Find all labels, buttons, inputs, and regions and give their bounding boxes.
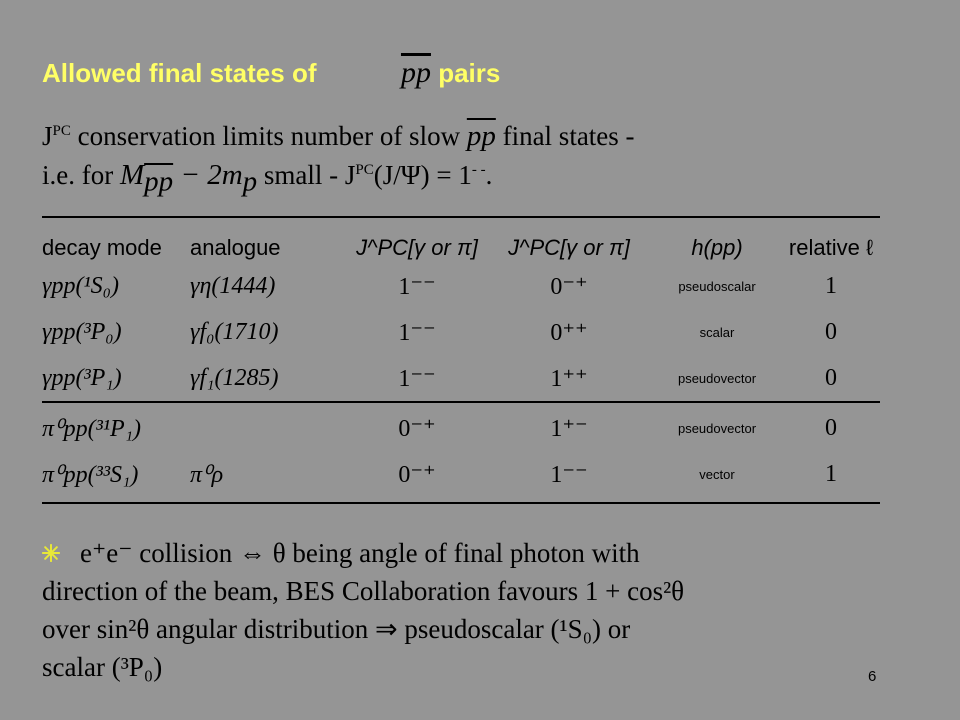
table-mid-rule — [42, 401, 880, 403]
header-analogue: analogue — [190, 235, 281, 260]
analogue-cell: π⁰ρ — [190, 461, 224, 488]
table-row — [42, 355, 880, 401]
title-math: $\overline{pp}$ — [400, 56, 431, 89]
intro-line-1: $J^{PC}$ conservation limits number of slow $\overline{pp}$ final states - — [42, 120, 635, 152]
header-decay-mode: decay mode — [42, 235, 162, 260]
jpc2-cell: 0⁻⁺ — [550, 273, 588, 300]
page-number: 6 — [868, 668, 877, 685]
jpc2-cell: 1⁺⁻ — [550, 415, 588, 442]
bullet-line-4: scalar (³P₀) — [42, 652, 163, 682]
h-cell: vector — [699, 466, 735, 482]
decay-mode-cell: π⁰pp(³¹P₁) — [42, 415, 142, 442]
header-h: h(pp) — [691, 235, 743, 260]
table-top-rule — [42, 216, 880, 218]
decay-mode-cell: γpp(³P₁) — [42, 364, 122, 391]
analogue-cell: γf₀(1710) — [190, 318, 279, 345]
table-row — [42, 263, 880, 309]
jpc2-cell: 1⁺⁺ — [550, 365, 588, 392]
decay-mode-cell: π⁰pp(³³S₁) — [42, 461, 139, 488]
table-bottom-rule — [42, 502, 880, 504]
header-jpc-1: J^PC[γ or π] — [356, 235, 478, 260]
bullet-line-1: e⁺e⁻ collision ⇔ θ being angle of final photon with — [80, 538, 640, 568]
relative-cell: 1 — [825, 460, 837, 487]
jpc1-cell: 0⁻⁺ — [398, 415, 436, 442]
h-cell: pseudoscalar — [678, 278, 756, 294]
bullet-line-3: over sin²θ angular distribution ⇒ pseudoscalar (¹S₀) or — [42, 614, 631, 644]
analogue-cell: γf₁(1285) — [190, 364, 279, 391]
bullet-line-2: direction of the beam, BES Collaboration favours 1 + cos²θ — [42, 576, 685, 606]
table-row — [42, 405, 880, 451]
table-row — [42, 451, 880, 497]
jpc1-cell: 1⁻⁻ — [398, 365, 436, 392]
title-prefix: Allowed final states of — [42, 58, 317, 88]
title-suffix: pairs — [438, 58, 501, 88]
h-cell: pseudovector — [677, 370, 757, 386]
jpc1-cell: 1⁻⁻ — [398, 319, 436, 346]
relative-cell: 1 — [825, 272, 837, 299]
slide-title — [42, 56, 500, 90]
analogue-cell: γη(1444) — [190, 272, 276, 299]
jpc2-cell: 1⁻⁻ — [550, 461, 588, 488]
h-cell: scalar — [699, 324, 735, 340]
header-relative: relative ℓ — [788, 235, 874, 260]
starburst-bullet-icon — [42, 544, 60, 562]
decay-mode-cell: γpp(³P₀) — [42, 318, 122, 345]
jpc2-cell: 0⁺⁺ — [550, 319, 588, 346]
header-jpc-2: J^PC[γ or π] — [508, 235, 630, 260]
analogue-cell — [190, 405, 330, 451]
relative-cell: 0 — [825, 414, 837, 441]
table-row — [42, 309, 880, 355]
jpc1-cell: 1⁻⁻ — [398, 273, 436, 300]
relative-cell: 0 — [825, 364, 837, 391]
decay-mode-cell: γpp(¹S₀) — [42, 272, 119, 299]
intro-line-2: i.e. for $M\overline{pp} - 2mp$ small - $J^{PC}(J/\Psi) = 1^{- -}$. — [42, 159, 493, 198]
h-cell: pseudovector — [677, 420, 757, 436]
relative-cell: 0 — [825, 318, 837, 345]
jpc1-cell: 0⁻⁺ — [398, 461, 436, 488]
